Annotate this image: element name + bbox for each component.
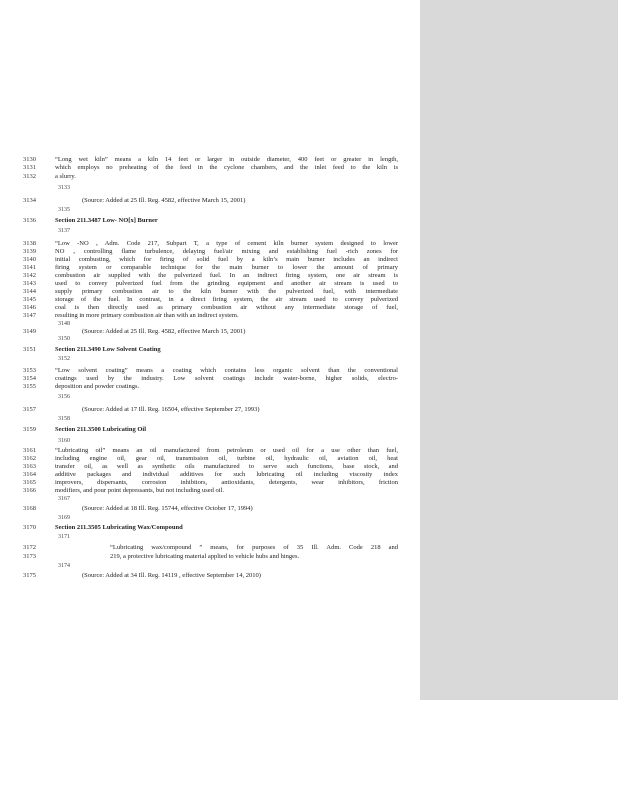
body-text-line: improvers, dispersants, corrosion inhibitors, antioxidants, detergents, wear inhibitors, friction (55, 479, 398, 486)
line-number: 3145 (23, 296, 36, 303)
line-number: 3170 (23, 524, 36, 531)
source-note: (Source: Added at 17 Ill. Reg. 16504, effective September 27, 1993) (82, 406, 260, 413)
sub-line-number: 3135 (58, 207, 70, 213)
sub-line-number: 3158 (58, 416, 70, 422)
source-note: (Source: Added at 18 Ill. Reg. 15744, effective October 17, 1994) (82, 505, 253, 512)
line-number: 3149 (23, 328, 36, 335)
body-text-line: “Low -NO ₓ Adm. Code 217, Subpart T, a type of cement kiln burner system designed to lower (55, 240, 398, 247)
line-number: 3173 (23, 553, 36, 560)
line-number: 3146 (23, 304, 36, 311)
body-text-line: modifiers, and pour point depressants, but not including used oil. (55, 487, 224, 494)
line-number: 3154 (23, 375, 36, 382)
sub-line-number: 3133 (58, 185, 70, 191)
sub-line-number: 3160 (58, 438, 70, 444)
line-number: 3138 (23, 240, 36, 247)
sub-line-number: 3167 (58, 496, 70, 502)
line-number: 3141 (23, 264, 36, 271)
body-text-line: firing system or comparable technique for the main burner to lower the amount of primary (55, 264, 398, 271)
body-text-line: which employs no preheating of the feed in the cyclone chambers, and the inlet feed to the kiln is (55, 164, 398, 171)
body-text-line: deposition and powder coatings. (55, 383, 140, 390)
line-number: 3159 (23, 426, 36, 433)
body-text-line: supply primary combustion air to the kiln burner with the pulverized fuel, with intermediate (55, 288, 398, 295)
sub-line-number: 3169 (58, 515, 70, 521)
line-number: 3175 (23, 572, 36, 579)
line-number: 3172 (23, 544, 36, 551)
body-text-line: storage of the fuel. In contrast, in a direct firing system, the air stream used to convey pulverized (55, 296, 398, 303)
line-number: 3130 (23, 156, 36, 163)
body-text-line: including engine oil, gear oil, transmission oil, turbine oil, hydraulic oil, aviation oil, heat (55, 455, 398, 462)
line-number: 3136 (23, 217, 36, 224)
sub-line-number: 3137 (58, 228, 70, 234)
line-number: 3162 (23, 455, 36, 462)
sub-line-number: 3156 (58, 394, 70, 400)
sub-line-number: 3152 (58, 356, 70, 362)
line-number: 3139 (23, 248, 36, 255)
body-text-line: “Long wet kiln” means a kiln 14 feet or larger in outside diameter, 400 feet or greater in length, (55, 156, 398, 163)
line-number: 3164 (23, 471, 36, 478)
line-number: 3131 (23, 164, 36, 171)
section-heading: Section 211.3500 Lubricating Oil (55, 426, 147, 433)
line-number: 3151 (23, 346, 36, 353)
line-number: 3161 (23, 447, 36, 454)
line-number: 3144 (23, 288, 36, 295)
body-text-line: 219, a protective lubricating material applied to vehicle hubs and hinges. (110, 553, 300, 560)
body-text-line: a slurry. (55, 173, 76, 180)
line-number: 3166 (23, 487, 36, 494)
body-text-line: combustion air supplied with the pulverized fuel. In an indirect firing system, one air stream is (55, 272, 398, 279)
line-number: 3153 (23, 367, 36, 374)
body-text-line: used to convey pulverized fuel from the grinding equipment and another air stream is used to (55, 280, 398, 287)
line-number: 3140 (23, 256, 36, 263)
body-text-line: coatings used by the industry. Low solvent coatings include water-borne, higher solids, electro- (55, 375, 398, 382)
body-text-line: additive packages and individual additives for such lubricating oil including viscosity index (55, 471, 398, 478)
source-note: (Source: Added at 34 Ill. Reg. 14119 , effective September 14, 2010) (82, 572, 261, 579)
source-note: (Source: Added at 25 Ill. Reg. 4582, effective March 15, 2001) (82, 197, 246, 204)
comment-pane (420, 0, 618, 700)
sub-line-number: 3148 (58, 321, 70, 327)
line-number: 3157 (23, 406, 36, 413)
line-number: 3168 (23, 505, 36, 512)
sub-line-number: 3174 (58, 563, 70, 569)
line-number: 3147 (23, 312, 36, 319)
line-number: 3163 (23, 463, 36, 470)
sub-line-number: 3171 (58, 534, 70, 540)
line-number: 3165 (23, 479, 36, 486)
body-text-line: coal is then directly used as primary combustion air without any intermediate storage of fuel, (55, 304, 398, 311)
sub-line-number: 3150 (58, 336, 70, 342)
line-number: 3132 (23, 173, 36, 180)
body-text-line: NO ₓ controlling flame turbulence, delaying fuel/air mixing and establishing fuel -rich zones for (55, 248, 398, 255)
line-number: 3134 (23, 197, 36, 204)
body-text-line: “Lubricating oil” means an oil manufactured from petroleum or used oil for a use other than fuel, (55, 447, 398, 454)
line-number: 3155 (23, 383, 36, 390)
body-text-line: “Lubricating wax/compound ” means, for purposes of 35 Ill. Adm. Code 218 and (110, 544, 398, 551)
line-number: 3142 (23, 272, 36, 279)
source-note: (Source: Added at 25 Ill. Reg. 4582, effective March 15, 2001) (82, 328, 246, 335)
body-text-line: initial combusting, which for firing of solid fuel by a kiln’s main burner includes an indirect (55, 256, 398, 263)
section-heading: Section 211.3490 Low Solvent Coating (55, 346, 161, 353)
section-heading: Section 211.3505 Lubricating Wax/Compound (55, 524, 183, 531)
body-text-line: resulting in more primary combustion air than with an indirect system. (55, 312, 239, 319)
body-text-line: transfer oil, as well as synthetic oils manufactured to serve such functions, base stock, and (55, 463, 398, 470)
section-heading: Section 211.3487 Low- NO[x] Burner (55, 217, 158, 224)
body-text-line: “Low solvent coating” means a coating which contains less organic solvent than the conventional (55, 367, 398, 374)
line-number: 3143 (23, 280, 36, 287)
